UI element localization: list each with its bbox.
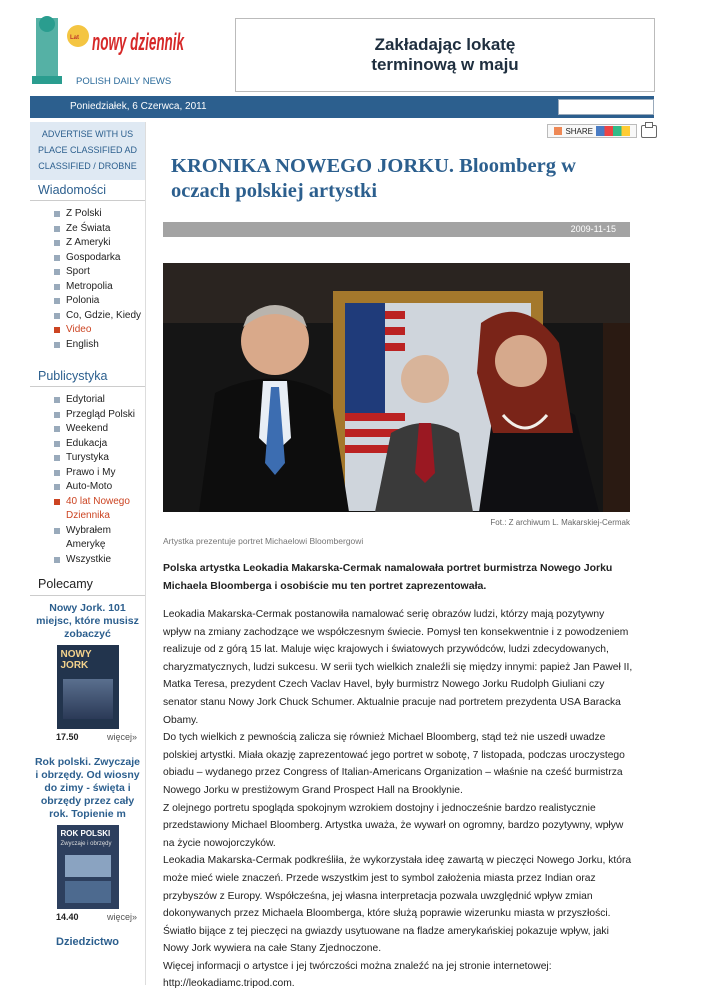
nav-item-edukacja[interactable]: Edukacja: [54, 437, 145, 452]
nav-item-wszystkie[interactable]: Wszystkie: [54, 553, 145, 568]
page: [30, 10, 654, 990]
classified-link[interactable]: CLASSIFIED / DROBNE: [38, 161, 137, 171]
book-cover-title: NOWY JORK: [60, 649, 92, 671]
article-body: [163, 606, 633, 993]
logo-badge: Lat: [70, 35, 79, 41]
section-title-publicystyka: Publicystyka: [30, 366, 145, 387]
paragraph: Leokadia Makarska-Cermak postanowiła namalować serię obrazów ludzi, którzy mają pozytywny wpływ na zmiany zachodzące we współczesnym świecie. Pomysł ten konsekwentnie i z powodzeniem realizuje od z górą 15 lat. Maluje więc krajowych i światowych przywódców, ludzi zdecydowanych, charyzmatycznych, ludzi sukcesu. W serii tych wielkich znaleźli się między innymi: papież Jan Paweł II, Matka Teresa, prezydent Czech Vaclav Havel, były burmistrz Nowego Jorku Rudolph Giuliani czy senator stanu Nowy Jork Chuck Schumer. Aktualnie pracuje nad portretem prezydenta USA Baracka Obamy.: [163, 609, 633, 726]
print-icon[interactable]: [641, 125, 657, 138]
book-cover-nowy-jork[interactable]: [57, 645, 119, 729]
artist-website-link[interactable]: http://leokadiamc.tripod.com.: [163, 978, 295, 990]
banner-text: Zakładając lokatę terminową w maju: [371, 35, 519, 74]
nav-item-prawo-i-my[interactable]: Prawo i My: [54, 466, 145, 481]
paragraph: Do tych wielkich z pewnością zalicza się również Michael Bloomberg, stąd też nie uszedł uwadze polskiej artystki. Miała okazję zaprezentować jego portret w sobotę, 7 listopada, podczas uroczystego obiadu – wydanego przez Congress of Italian-Americans Organization – właśnie na cześć burmistrza Nowego Jorku w prestiżowym Grand Prospect Hall na Brooklynie.: [163, 732, 625, 796]
share-label: SHARE: [565, 126, 593, 136]
article-lead: Polska artystka Leokadia Makarska-Cermak namalowała portret burmistrza Nowego Jorku Michaela Bloomberga i osobiście mu ten portret zaprezentowała.: [163, 562, 613, 592]
nav-item-przeglad-polski[interactable]: Przegląd Polski: [54, 408, 145, 423]
photo-credit: Fot.: Z archiwum L. Makarskiej-Cermak: [490, 518, 630, 527]
current-date: Poniedziałek, 6 Czerwca, 2011: [70, 101, 207, 112]
nav-item-video[interactable]: Video: [54, 323, 145, 338]
price-row-2: [30, 909, 145, 922]
photo-illustration: [163, 263, 630, 512]
more-link[interactable]: więcej»: [106, 912, 137, 922]
wiadomosci-nav: [30, 207, 145, 352]
nav-item-sport[interactable]: Sport: [54, 265, 145, 280]
article-date: 2009-11-15: [570, 224, 616, 234]
cover-image: [65, 881, 111, 903]
share-toolbar: [547, 124, 657, 138]
book-cover-title: ROK POLSKI: [60, 829, 111, 838]
recommendation-title-2[interactable]: Rok polski. Zwyczaje i obrzędy. Od wiosny do zimy - święta i obrzędy przez cały rok. Topienie m: [34, 756, 141, 820]
nav-item-co-gdzie-kiedy[interactable]: Co, Gdzie, Kiedy: [54, 309, 145, 324]
nav-item-english[interactable]: English: [54, 338, 145, 353]
logo-text: nowy dziennik: [92, 29, 185, 56]
paragraph: Więcej informacji o artystce i jej twórczości można znaleźć na jej stronie internetowej:: [163, 960, 552, 972]
book-cover-rok-polski[interactable]: [57, 825, 119, 909]
more-link[interactable]: więcej»: [106, 732, 137, 742]
recommendation-title-1[interactable]: Nowy Jork. 101 miejsc, które musisz zobaczyć: [36, 602, 139, 640]
nav-item-edytorial[interactable]: Edytorial: [54, 393, 145, 408]
search-input[interactable]: [558, 99, 654, 115]
ad-links-box: [30, 122, 145, 180]
share-icon: [554, 127, 562, 135]
photo-caption: Artystka prezentuje portret Michaelowi Bloombergowi: [163, 536, 364, 546]
nav-item-gospodarka[interactable]: Gospodarka: [54, 251, 145, 266]
article-date-bar: [163, 222, 630, 237]
left-sidebar: [30, 122, 146, 985]
nav-item-turystyka[interactable]: Turystyka: [54, 451, 145, 466]
publicystyka-nav: [30, 393, 145, 567]
article-photo: [163, 263, 630, 512]
site-logo[interactable]: [30, 12, 190, 94]
nav-item-z-ameryki[interactable]: Z Ameryki: [54, 236, 145, 251]
logo-graphic: [30, 12, 190, 94]
date-bar: [30, 96, 654, 118]
ad-banner[interactable]: [235, 18, 655, 92]
skyline-image: [63, 679, 113, 719]
price-row-1: [30, 729, 145, 742]
nav-item-weekend[interactable]: Weekend: [54, 422, 145, 437]
logo-subtitle: POLISH DAILY NEWS: [76, 76, 172, 87]
nav-item-z-polski[interactable]: Z Polski: [54, 207, 145, 222]
nav-item-metropolia[interactable]: Metropolia: [54, 280, 145, 295]
nav-item-40-lat[interactable]: 40 lat Nowego Dziennika: [54, 495, 136, 524]
nav-item-auto-moto[interactable]: Auto-Moto: [54, 480, 145, 495]
cover-image: [65, 855, 111, 877]
nav-item-wybralem-ameryke[interactable]: Wybrałem Amerykę: [54, 524, 126, 553]
section-title-wiadomosci: Wiadomości: [30, 180, 145, 201]
paragraph: Leokadia Makarska-Cermak podkreśliła, że wykorzystała ideę zawartą w pieczęci Nowego Jorku, która może mieć wiele znaczeń. Przede wszystkim jest to symbol założenia miasta przez Indian oraz przybyszów z Europy. Współcześna, jej własna interpretacja pozwala uwzględnić wpływ zmian dokonywanych przez Michaela Bloomberga, które służą poprawie wizerunku miasta w przyszłości. Światło bijące z tej pieczęci na gwiazdy usytuowane na fladze amerykańskiej pokazuje wpływ, jaki Nowy Jork wywiera na całe Stany Zjednoczone.: [163, 855, 632, 955]
place-classified-link[interactable]: PLACE CLASSIFIED AD: [37, 145, 138, 155]
article-title: KRONIKA NOWEGO JORKU. Bloomberg w oczach polskiej artystki: [171, 155, 576, 202]
social-icons: [596, 126, 630, 136]
recommendation-title-3[interactable]: Dziedzictwo: [56, 936, 119, 948]
section-title-polecamy: Polecamy: [30, 567, 145, 596]
nav-item-ze-swiata[interactable]: Ze Świata: [54, 222, 145, 237]
nav-item-polonia[interactable]: Polonia: [54, 294, 145, 309]
advertise-link[interactable]: ADVERTISE WITH US: [41, 129, 134, 139]
book-price: 14.40: [56, 912, 79, 922]
book-price: 17.50: [56, 732, 79, 742]
book-cover-subtitle: Zwyczaje i obrzędy: [60, 841, 112, 847]
share-button[interactable]: [547, 124, 637, 138]
paragraph: Z olejnego portretu spogląda spokojnym wzrokiem dostojny i jednocześnie bardzo realistycznie przedstawiony Michael Bloomberg. Artystka uważa, że wywarł on ogromny, bardzo pozytywny, wpływ na życie nowojorczyków.: [163, 802, 624, 849]
